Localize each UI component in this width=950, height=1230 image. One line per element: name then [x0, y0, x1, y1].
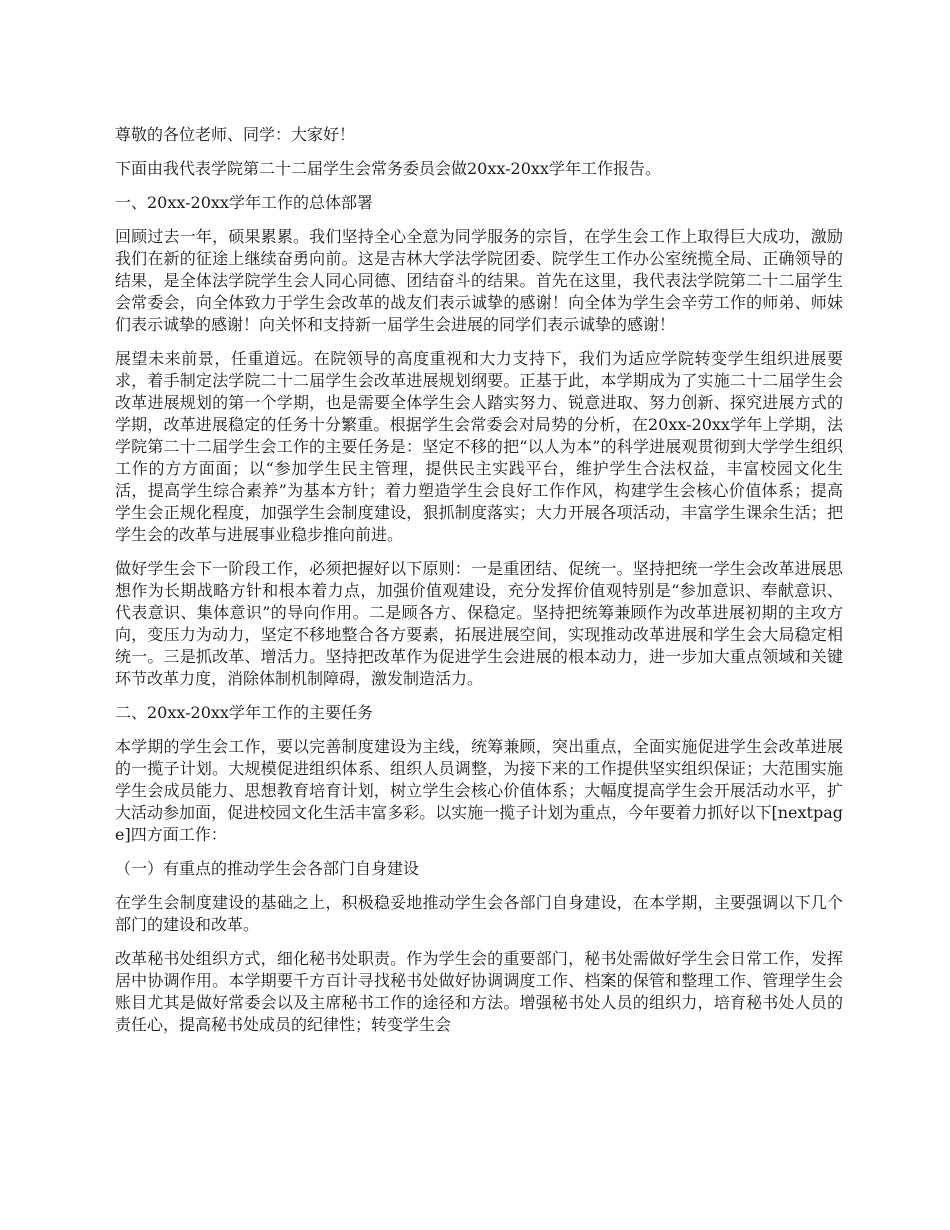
greeting: 尊敬的各位老师、同学：大家好！ — [115, 125, 356, 144]
paragraph-main-tasks: 本学期的学生会工作，要以完善制度建设为主线，统筹兼顾，突出重点，全面实施促进学生会改革进展的一揽子计划。大规模促进组织体系、组织人员调整，为接下来的工作提供坚实组织保证；大范围实施学生会成员能力、思想教育培育计划，树立学生会核心价值体系；大幅度提高学生会开展活动水平，扩大活动参加面，促进校园文化生活丰富多彩。以实施一揽子计划为重点，今年要着力抓好以下[nextpage]四方面工作： — [115, 737, 843, 844]
paragraph-department-building: 在学生会制度建设的基础之上，积极稳妥地推动学生会各部门自身建设，在本学期，主要强调以下几个部门的建设和改革。 — [115, 893, 843, 934]
intro-paragraph: 下面由我代表学院第二十二届学生会常务委员会做20xx-20xx学年工作报告。 — [115, 159, 661, 178]
section-heading-1: 一、20xx-20xx学年工作的总体部署 — [115, 193, 373, 212]
paragraph-review: 回顾过去一年，硕果累累。我们坚持全心全意为同学服务的宗旨，在学生会工作上取得巨大成功，激励我们在新的征途上继续奋勇向前。这是吉林大学法学院团委、院学生工作办公室统揽全局、正确领导的结果，是全体法学院学生会人同心同德、团结奋斗的结果。首先在这里，我代表法学院第二十二届学生会常委会，向全体致力于学生会改革的战友们表示诚挚的感谢！向全体为学生会辛劳工作的师弟、师妹们表示诚挚的感谢！向关怀和支持新一届学生会进展的同学们表示诚挚的感谢！ — [115, 227, 843, 334]
subsection-heading-1: （一）有重点的推动学生会各部门自身建设 — [115, 859, 420, 878]
paragraph-outlook: 展望未来前景，任重道远。在院领导的高度重视和大力支持下，我们为适应学院转变学生组织进展要求，着手制定法学院二十二届学生会改革进展规划纲要。正基于此，本学期成为了实施二十二届学生会改革进展规划的第一个学期，也是需要全体学生会人踏实努力、锐意进取、努力创新、探究进展方式的学期，改革进展稳定的任务十分繁重。根据学生会常委会对局势的分析，在20xx-20xx学年上学期，法学院第二十二届学生会工作的主要任务是：坚定不移的把“以人为本”的科学进展观贯彻到大学学生组织工作的方方面面；以“参加学生民主管理，提供民主实践平台，维护学生合法权益，丰富校园文化生活，提高学生综合素养”为基本方针；着力塑造学生会良好工作作风，构建学生会核心价值体系；提高学生会正规化程度，加强学生会制度建设，狠抓制度落实；大力开展各项活动，丰富学生课余生活；把学生会的改革与进展事业稳步推向前进。 — [115, 349, 843, 544]
section-heading-2: 二、20xx-20xx学年工作的主要任务 — [115, 703, 373, 722]
paragraph-principles: 做好学生会下一阶段工作，必须把握好以下原则：一是重团结、促统一。坚持把统一学生会改革进展思想作为长期战略方针和根本着力点，加强价值观建设，充分发挥价值观特别是“参加意识、奉献意识、代表意识、集体意识”的导向作用。二是顾各方、保稳定。坚持把统筹兼顾作为改革进展初期的主攻方向，变压力为动力，坚定不移地整合各方要素，拓展进展空间，实现推动改革进展和学生会大局稳定相统一。三是抓改革、增活力。坚持把改革作为促进学生会进展的根本动力，进一步加大重点领域和关键环节改革力度，消除体制机制障碍，激发制造活力。 — [115, 559, 843, 688]
document-body — [115, 124, 843, 1048]
paragraph-secretariat-reform: 改革秘书处组织方式，细化秘书处职责。作为学生会的重要部门，秘书处需做好学生会日常工作，发挥居中协调作用。本学期要千方百计寻找秘书处做好协调调度工作、档案的保管和整理工作、管理学生会账目尤其是做好常委会以及主席秘书工作的途径和方法。增强秘书处人员的组织力，培育秘书处人员的责任心，提高秘书处成员的纪律性；转变学生会 — [115, 949, 843, 1034]
